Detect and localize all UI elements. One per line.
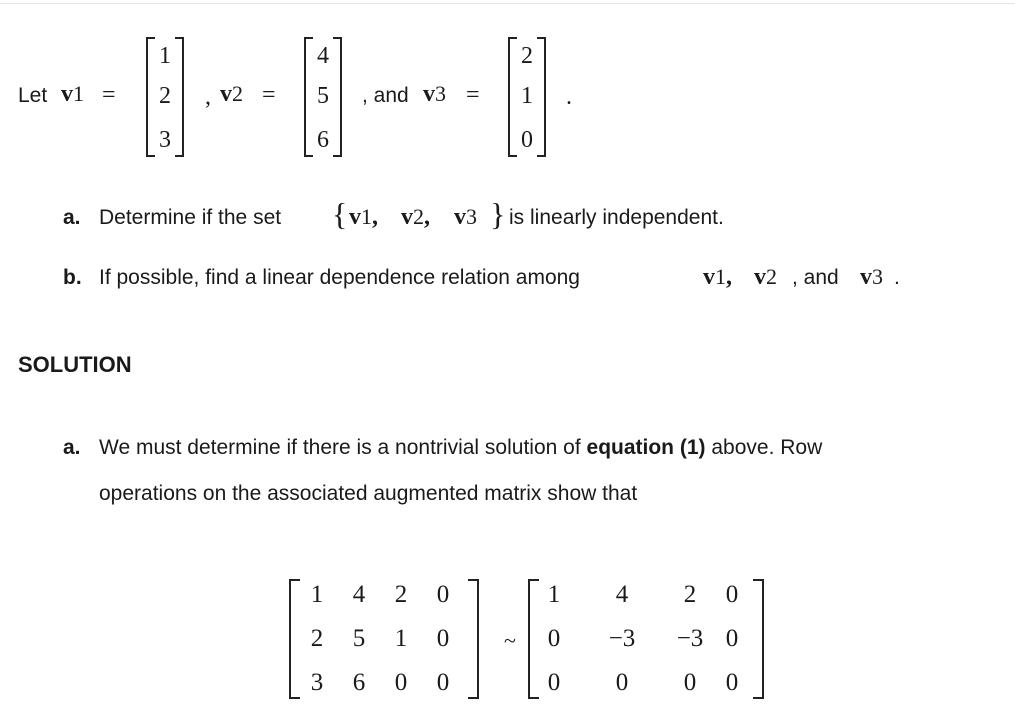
and-word: , and — [362, 84, 409, 107]
matrix-cell: 2 — [159, 83, 171, 109]
v3-symbol: v3 — [423, 81, 446, 107]
matrix-cell: 1 — [159, 43, 171, 69]
matrix-cell: 0 — [725, 625, 739, 652]
matrix-cell: 0 — [436, 625, 450, 652]
solution-line-2: operations on the associated augmented matrix show that — [99, 482, 638, 505]
open-brace: { — [332, 196, 348, 232]
v2-symbol: v2, — [401, 204, 430, 230]
row-equivalent-tilde: ~ — [504, 628, 516, 653]
matrix-cell: 3 — [159, 127, 171, 153]
top-divider — [0, 3, 1015, 4]
matrix-cell: 4 — [317, 43, 329, 69]
matrix-cell: 0 — [436, 581, 450, 608]
matrix-cell: 0 — [521, 127, 533, 153]
solution-a-label: a. — [63, 436, 81, 459]
matrix-cell: 6 — [317, 127, 329, 153]
v1-symbol: v1, — [349, 204, 378, 230]
solution-line-1: We must determine if there is a nontrivial solution of equation (1) above. Row — [99, 436, 823, 459]
matrix-cell: 2 — [394, 581, 408, 608]
matrix-cell: 0 — [615, 669, 629, 696]
matrix-cell: 6 — [352, 669, 366, 696]
matrix-cell: 0 — [725, 669, 739, 696]
part-b-label: b. — [63, 266, 82, 289]
matrix-cell: 3 — [310, 669, 324, 696]
v3-symbol: v3 — [860, 264, 883, 290]
equals-sign: = — [102, 82, 116, 108]
solution-heading: SOLUTION — [18, 352, 132, 377]
matrix-cell: 5 — [352, 625, 366, 652]
matrix-cell: 2 — [683, 581, 697, 608]
matrix-cell: 0 — [436, 669, 450, 696]
matrix-cell: −3 — [676, 625, 704, 652]
matrix-cell: 1 — [394, 625, 408, 652]
vector-v2 — [304, 37, 342, 155]
matrix-cell: 5 — [317, 83, 329, 109]
matrix-cell: 1 — [547, 581, 561, 608]
v1-symbol: v1 — [61, 81, 84, 107]
matrix-cell: 1 — [310, 581, 324, 608]
augmented-matrix-reduced — [528, 579, 764, 697]
matrix-cell: 0 — [547, 625, 561, 652]
matrix-cell: 1 — [521, 83, 533, 109]
close-brace: } — [490, 196, 506, 232]
matrix-cell: 0 — [725, 581, 739, 608]
vector-v1 — [146, 37, 184, 155]
comma: , — [205, 84, 211, 110]
matrix-cell: 4 — [615, 581, 629, 608]
equals-sign: = — [262, 82, 276, 108]
period: . — [894, 266, 900, 289]
period: . — [566, 84, 572, 110]
matrix-cell: 2 — [310, 625, 324, 652]
matrix-cell: −3 — [608, 625, 636, 652]
v2-symbol: v2 — [754, 264, 777, 290]
vector-v3 — [508, 37, 546, 155]
v3-symbol: v3 — [454, 204, 477, 230]
equation-reference: equation (1) — [586, 436, 706, 459]
let-word: Let — [18, 84, 48, 107]
augmented-matrix — [289, 579, 479, 697]
v1-symbol: v1, — [703, 264, 732, 290]
matrix-cell: 0 — [547, 669, 561, 696]
matrix-cell: 2 — [521, 43, 533, 69]
part-a-ending: is linearly independent. — [509, 206, 724, 229]
equals-sign: = — [466, 82, 480, 108]
part-a-label: a. — [63, 206, 81, 229]
and-word: , and — [792, 266, 839, 289]
matrix-cell: 4 — [352, 581, 366, 608]
matrix-cell: 0 — [683, 669, 697, 696]
part-a-text: Determine if the set — [99, 206, 282, 229]
matrix-cell: 0 — [394, 669, 408, 696]
part-b-text: If possible, find a linear dependence relation among — [99, 266, 580, 289]
v2-symbol: v2 — [220, 81, 243, 107]
